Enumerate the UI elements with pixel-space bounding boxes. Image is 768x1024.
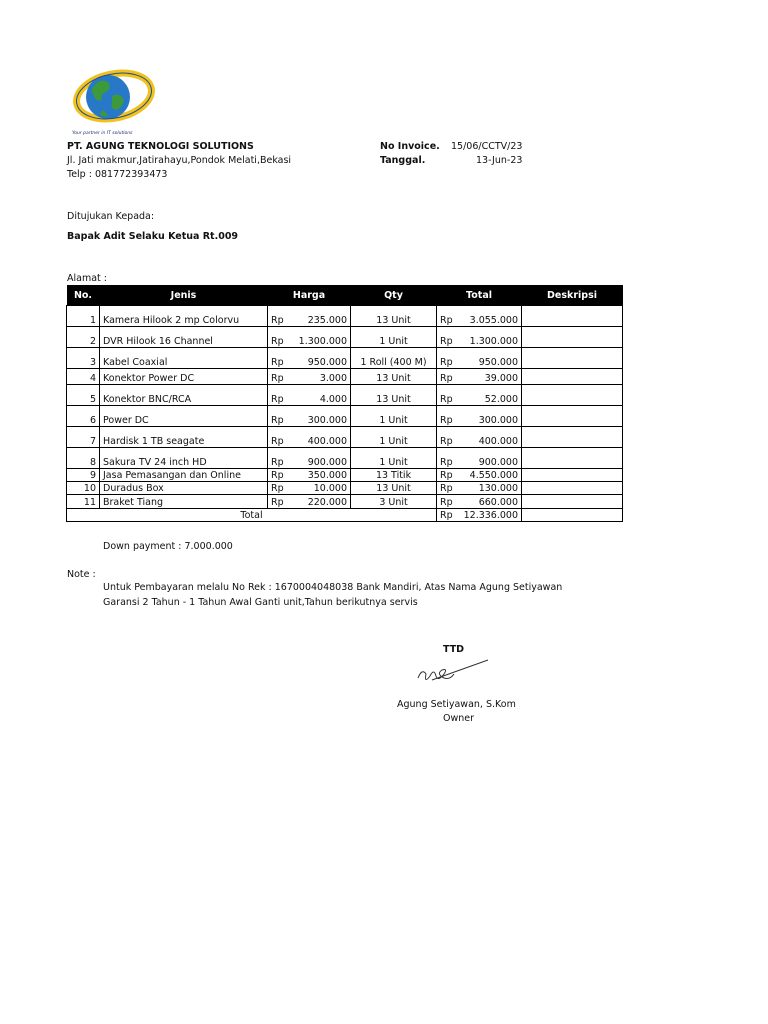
row-deskripsi xyxy=(522,306,623,327)
row-total-currency: Rp xyxy=(437,406,458,427)
row-deskripsi xyxy=(522,448,623,469)
note-label: Note : xyxy=(67,569,96,580)
table-row xyxy=(67,482,623,495)
row-deskripsi xyxy=(522,369,623,385)
row-total: 950.000 xyxy=(458,348,522,369)
row-harga: 900.000 xyxy=(289,448,351,469)
row-harga-currency: Rp xyxy=(268,406,289,427)
total-currency: Rp xyxy=(437,509,458,522)
row-harga: 350.000 xyxy=(289,469,351,482)
row-no: 6 xyxy=(67,406,100,427)
row-deskripsi xyxy=(522,348,623,369)
row-qty: 13 Titik xyxy=(351,469,437,482)
row-harga: 950.000 xyxy=(289,348,351,369)
row-qty: 1 Unit xyxy=(351,406,437,427)
down-payment: Down payment : 7.000.000 xyxy=(103,541,233,552)
table-row xyxy=(67,469,623,482)
invoice-date-value: 13-Jun-23 xyxy=(476,155,523,166)
row-harga-currency: Rp xyxy=(268,306,289,327)
company-address: Jl. Jati makmur,Jatirahayu,Pondok Melati,Bekasi xyxy=(67,155,292,166)
company-name: PT. AGUNG TEKNOLOGI SOLUTIONS xyxy=(67,141,254,152)
signatory-title: Owner xyxy=(443,713,475,724)
row-jenis: Konektor BNC/RCA xyxy=(100,385,268,406)
row-no: 10 xyxy=(67,482,100,495)
globe-icon xyxy=(86,75,130,119)
total-desc xyxy=(522,509,623,522)
note-line: Untuk Pembayaran melalu No Rek : 1670004048038 Bank Mandiri, Atas Nama Agung Setiyawan xyxy=(103,582,563,593)
row-jenis: Braket Tiang xyxy=(100,495,268,509)
row-harga-currency: Rp xyxy=(268,327,289,348)
row-jenis: Kamera Hilook 2 mp Colorvu xyxy=(100,306,268,327)
row-harga: 300.000 xyxy=(289,406,351,427)
row-total-currency: Rp xyxy=(437,427,458,448)
row-total-currency: Rp xyxy=(437,369,458,385)
row-harga-currency: Rp xyxy=(268,427,289,448)
invoice-table xyxy=(66,285,623,522)
header-total: Total xyxy=(437,285,522,306)
row-harga-currency: Rp xyxy=(268,448,289,469)
total-label: Total xyxy=(67,509,437,522)
row-total: 660.000 xyxy=(458,495,522,509)
row-total: 52.000 xyxy=(458,385,522,406)
header-qty: Qty xyxy=(351,285,437,306)
row-qty: 13 Unit xyxy=(351,306,437,327)
header-jenis: Jenis xyxy=(100,285,268,306)
row-total: 400.000 xyxy=(458,427,522,448)
row-no: 11 xyxy=(67,495,100,509)
total-row xyxy=(67,509,623,522)
row-total-currency: Rp xyxy=(437,495,458,509)
row-total-currency: Rp xyxy=(437,306,458,327)
row-jenis: DVR Hilook 16 Channel xyxy=(100,327,268,348)
address-label: Alamat : xyxy=(67,273,107,284)
invoice-date-label: Tanggal. xyxy=(380,155,426,166)
row-harga: 10.000 xyxy=(289,482,351,495)
row-harga: 4.000 xyxy=(289,385,351,406)
row-total-currency: Rp xyxy=(437,385,458,406)
note-line: Garansi 2 Tahun - 1 Tahun Awal Ganti unit,Tahun berikutnya servis xyxy=(103,597,418,608)
row-total: 39.000 xyxy=(458,369,522,385)
row-deskripsi xyxy=(522,406,623,427)
row-harga-currency: Rp xyxy=(268,348,289,369)
row-qty: 3 Unit xyxy=(351,495,437,509)
row-qty: 1 Unit xyxy=(351,448,437,469)
company-logo xyxy=(66,66,156,138)
table-row xyxy=(67,448,623,469)
invoice-no-value: 15/06/CCTV/23 xyxy=(451,141,523,152)
table-row xyxy=(67,385,623,406)
row-qty: 13 Unit xyxy=(351,369,437,385)
header-harga: Harga xyxy=(268,285,351,306)
svg-text:Your partner in IT solutions: Your partner in IT solutions xyxy=(72,131,133,136)
row-qty: 1 Unit xyxy=(351,427,437,448)
table-row xyxy=(67,495,623,509)
row-qty: 1 Unit xyxy=(351,327,437,348)
signature-label: TTD xyxy=(443,644,465,655)
row-harga-currency: Rp xyxy=(268,469,289,482)
row-no: 2 xyxy=(67,327,100,348)
row-jenis: Sakura TV 24 inch HD xyxy=(100,448,268,469)
row-harga: 220.000 xyxy=(289,495,351,509)
row-jenis: Jasa Pemasangan dan Online xyxy=(100,469,268,482)
row-total: 300.000 xyxy=(458,406,522,427)
row-no: 4 xyxy=(67,369,100,385)
row-deskripsi xyxy=(522,427,623,448)
table-row xyxy=(67,406,623,427)
row-no: 9 xyxy=(67,469,100,482)
table-row xyxy=(67,327,623,348)
row-no: 3 xyxy=(67,348,100,369)
row-jenis: Hardisk 1 TB seagate xyxy=(100,427,268,448)
company-phone: Telp : 081772393473 xyxy=(67,169,168,180)
row-qty: 1 Roll (400 M) xyxy=(351,348,437,369)
invoice-no-label: No Invoice. xyxy=(380,141,440,152)
row-total-currency: Rp xyxy=(437,327,458,348)
recipient-name: Bapak Adit Selaku Ketua Rt.009 xyxy=(67,231,239,242)
row-harga: 1.300.000 xyxy=(289,327,351,348)
table-row xyxy=(67,369,623,385)
row-jenis: Kabel Coaxial xyxy=(100,348,268,369)
row-total: 1.300.000 xyxy=(458,327,522,348)
row-harga-currency: Rp xyxy=(268,482,289,495)
row-total-currency: Rp xyxy=(437,448,458,469)
row-jenis: Duradus Box xyxy=(100,482,268,495)
row-deskripsi xyxy=(522,482,623,495)
row-total-currency: Rp xyxy=(437,482,458,495)
table-header-row xyxy=(67,285,623,306)
row-jenis: Konektor Power DC xyxy=(100,369,268,385)
row-deskripsi xyxy=(522,495,623,509)
table-row xyxy=(67,427,623,448)
row-harga: 400.000 xyxy=(289,427,351,448)
row-qty: 13 Unit xyxy=(351,482,437,495)
row-total: 4.550.000 xyxy=(458,469,522,482)
recipient-heading: Ditujukan Kepada: xyxy=(67,211,155,222)
row-total: 3.055.000 xyxy=(458,306,522,327)
row-total: 900.000 xyxy=(458,448,522,469)
row-harga: 3.000 xyxy=(289,369,351,385)
row-harga-currency: Rp xyxy=(268,385,289,406)
signatory-name: Agung Setiyawan, S.Kom xyxy=(397,699,516,710)
row-harga: 235.000 xyxy=(289,306,351,327)
header-no: No. xyxy=(67,285,100,306)
row-harga-currency: Rp xyxy=(268,369,289,385)
row-qty: 13 Unit xyxy=(351,385,437,406)
header-deskripsi: Deskripsi xyxy=(522,285,623,306)
row-total-currency: Rp xyxy=(437,469,458,482)
total-value: 12.336.000 xyxy=(458,509,522,522)
row-harga-currency: Rp xyxy=(268,495,289,509)
row-total: 130.000 xyxy=(458,482,522,495)
signature-icon xyxy=(412,658,492,688)
table-row xyxy=(67,306,623,327)
row-jenis: Power DC xyxy=(100,406,268,427)
row-no: 8 xyxy=(67,448,100,469)
row-no: 5 xyxy=(67,385,100,406)
row-deskripsi xyxy=(522,327,623,348)
row-no: 1 xyxy=(67,306,100,327)
row-total-currency: Rp xyxy=(437,348,458,369)
row-deskripsi xyxy=(522,469,623,482)
row-no: 7 xyxy=(67,427,100,448)
row-deskripsi xyxy=(522,385,623,406)
table-row xyxy=(67,348,623,369)
